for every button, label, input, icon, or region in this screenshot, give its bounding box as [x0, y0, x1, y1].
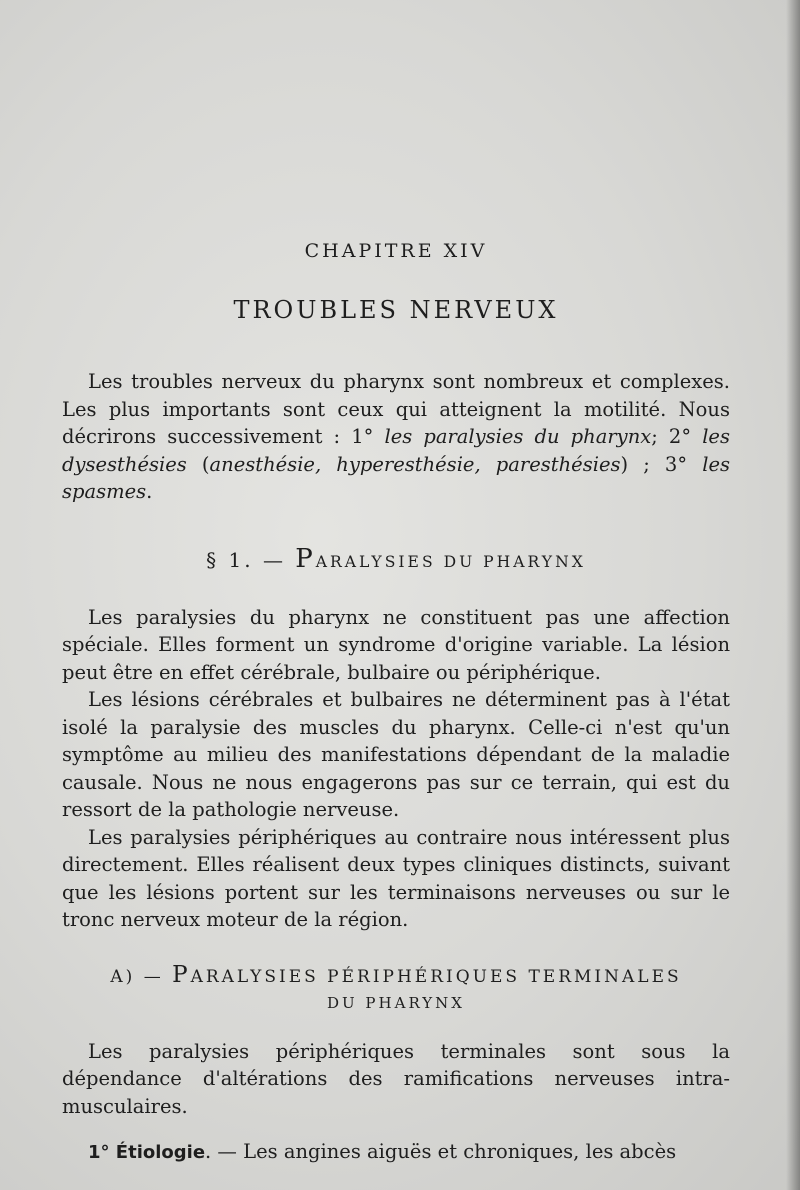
chapter-number: CHAPITRE XIV [304, 240, 488, 262]
etiologie-label: 1° Étiologie [88, 1142, 206, 1163]
etiologie-paragraph: 1° Étiologie. — Les angines aiguës et chroniques, les abcès [88, 1140, 677, 1163]
section-heading: § 1. — PARALYSIES DU PHARYNX [206, 543, 586, 574]
emph-spasmes: les spasmes [62, 452, 730, 503]
paragraph: Les paralysies du pharynx ne constituent pas une affection spéciale. Elles forment un syndrome d'origine variable. La lésion peut être en effet cérébrale, bulbaire ou périphérique. [62, 605, 730, 684]
subsection-heading-line2: DU PHARYNX [327, 993, 465, 1012]
emph-dys-list: anesthésie, hyperesthésie, paresthésies [209, 452, 621, 476]
intro-paragraph: Les troubles nerveux du pharynx sont nombreux et complexes. Les plus importants sont ceux qui atteignent la motilité. Nous décrirons successivement : 1° les paralysies du pharynx; 2° les dysesthésies (anesthésie, hyperesthésie, paresthésies) ; 3° les spasmes. [62, 370, 730, 503]
subsection-heading: A) — PARALYSIES PÉRIPHÉRIQUES TERMINALES [110, 961, 682, 988]
chapter-title: TROUBLES NERVEUX [233, 296, 559, 324]
paragraph: Les paralysies périphériques terminales sont sous la dépendance d'altérations des ramifications nerveuses intra-musculaires. [62, 1039, 730, 1118]
emph-dysesthesies: les dysesthésies [62, 425, 730, 476]
paragraph: Les lésions cérébrales et bulbaires ne déterminent pas à l'état isolé la paralysie des muscles du pharynx. Celle-ci n'est qu'un symptôme au milieu des manifestations dépendant de la maladie causale. Nous ne nous engagerons pas sur ce terrain, qui est du ressort de la pathologie nerveuse. [62, 688, 730, 821]
paragraph: Les paralysies périphériques au contraire nous intéressent plus directement. Elles réalisent deux types cliniques distincts, suivant que les lésions portent sur les terminaisons nerveuses ou sur le tronc nerveux moteur de la région. [62, 825, 730, 931]
emph-paralysies: les paralysies du pharynx [384, 425, 652, 448]
